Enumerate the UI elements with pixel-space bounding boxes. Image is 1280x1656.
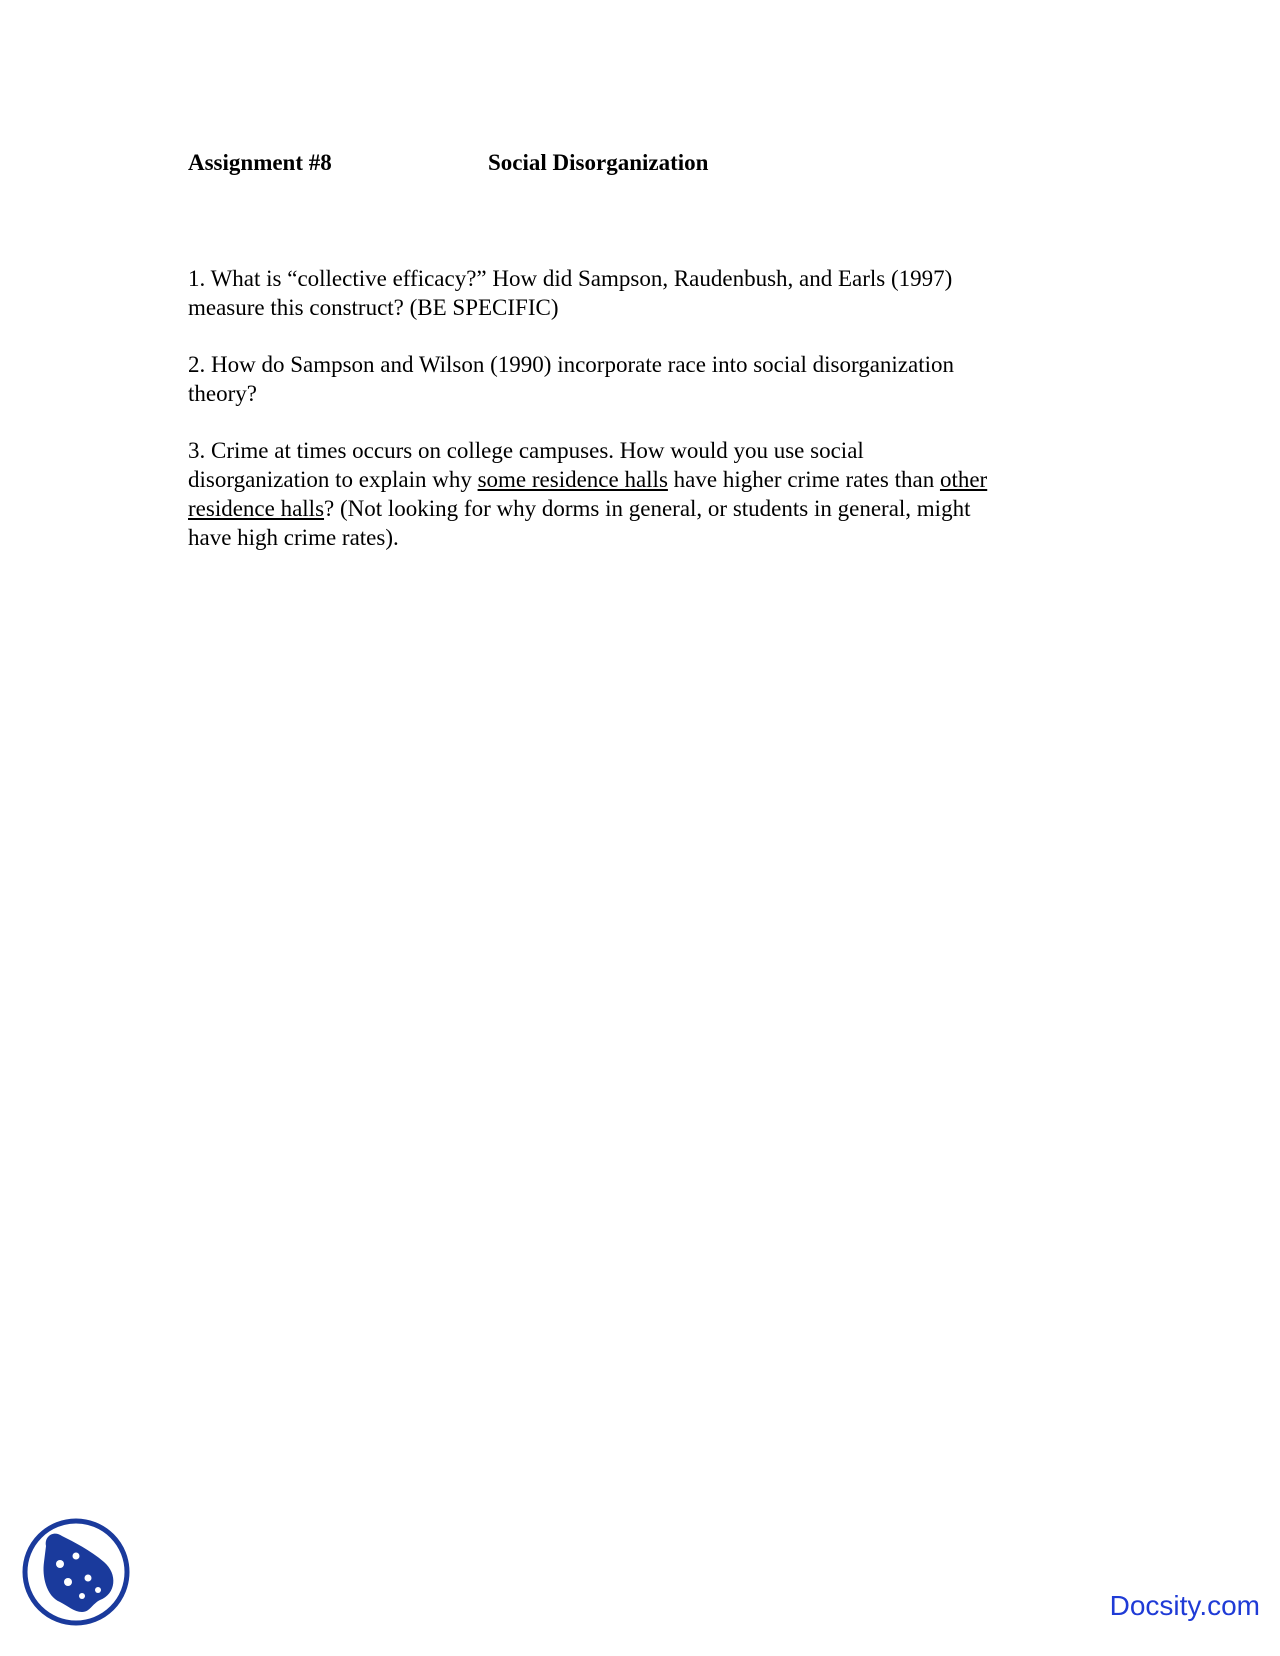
document-title: Social Disorganization (488, 150, 709, 175)
question-3-line-2 (188, 465, 1088, 494)
underlined-word-other: other (939, 467, 988, 492)
question-2 (188, 350, 1088, 408)
assignment-label: Assignment #8 (188, 150, 332, 175)
question-1-line-1: 1. What is “collective efficacy?” How did Sampson, Raudenbush, and Earls (1997) (188, 266, 953, 291)
docsity-logo-icon (20, 1516, 132, 1628)
document-header (188, 150, 709, 176)
question-3-text: ? (Not looking for why dorms in general, or students in general, might (324, 496, 971, 521)
question-list (188, 264, 1088, 580)
docsity-brand-link[interactable]: Docsity.com (1109, 1590, 1260, 1621)
question-2-line-1: 2. How do Sampson and Wilson (1990) incorporate race into social disorganization (188, 352, 955, 377)
question-1-line-2: measure this construct? (BE SPECIFIC) (188, 295, 559, 320)
question-3-line-3 (188, 494, 1088, 523)
underlined-phrase-residence-halls: residence halls (188, 496, 325, 521)
question-3-line-4: have high crime rates). (188, 525, 399, 550)
question-3-line-1: 3. Crime at times occurs on college campuses. How would you use social (188, 438, 864, 463)
underlined-phrase-some-residence-halls: some residence halls (477, 467, 668, 492)
question-3 (188, 436, 1088, 552)
question-1 (188, 264, 1088, 322)
question-2-line-2: theory? (188, 381, 257, 406)
question-3-text: disorganization to explain why (188, 467, 478, 492)
question-3-text: have higher crime rates than (667, 467, 940, 492)
